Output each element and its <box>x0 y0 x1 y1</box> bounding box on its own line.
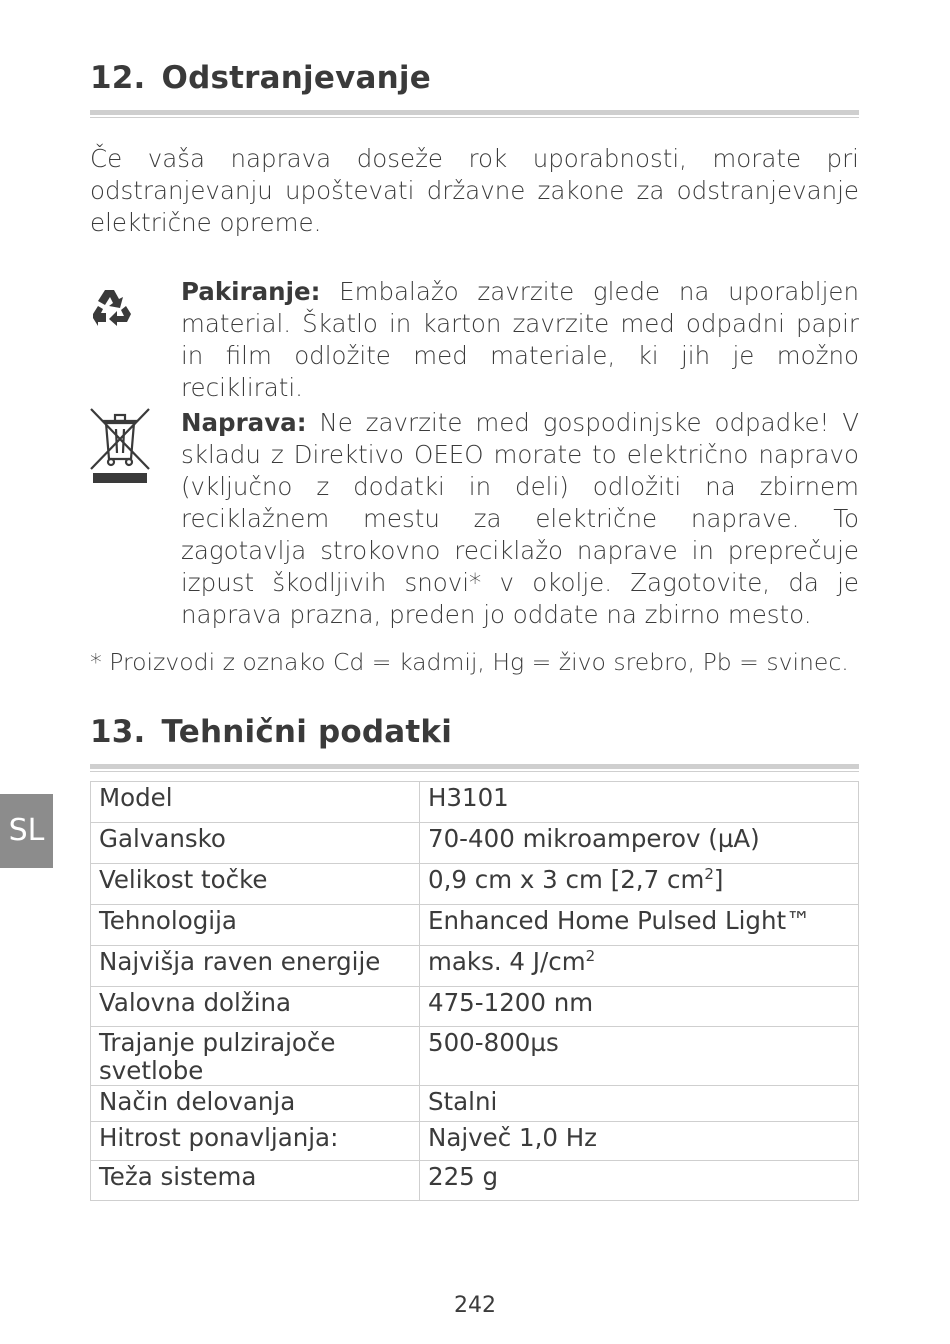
spec-value-cell <box>420 823 859 864</box>
spec-value: Največ 1,0 Hz <box>428 1123 598 1152</box>
table-row <box>91 1122 859 1161</box>
section-13-divider <box>90 764 859 772</box>
section-13-title: Tehnični podatki <box>161 714 453 750</box>
recycle-icon <box>88 284 136 332</box>
device-paragraph <box>181 407 859 631</box>
spec-value: Stalni <box>428 1087 498 1116</box>
spec-value-cell <box>420 1086 859 1122</box>
section-13-heading <box>90 714 452 750</box>
spec-value-superscript: 2 <box>585 946 596 965</box>
table-row <box>91 905 859 946</box>
spec-label-cell: Trajanje pulzirajoče svetlobe <box>91 1027 420 1086</box>
device-text: Ne zavrzite med gospodinjske odpadke! V skladu z Direktivo OEEO morate to električno napravo (vključno z dodatki in deli) odložiti na zbirnem reciklažnem mestu za električne naprave. To zagotavlja strokovno reciklažo naprave in preprečuje izpust škodljivih snovi* v okolje. Zagotovite, da je naprava prazna, preden jo oddate na zbirno mesto. <box>181 408 859 629</box>
packaging-text: Embalažo zavrzite glede na uporabljen material. Škatlo in karton zavrzite med odpadni papir in film odložite med materiale, ki jih je možno reciklirati. <box>181 277 859 402</box>
spec-label-cell: Hitrost ponavljanja: <box>91 1122 420 1161</box>
page-number: 242 <box>454 1293 496 1318</box>
section-12-title: Odstranjevanje <box>161 60 431 96</box>
crossed-bin-icon <box>89 407 151 485</box>
spec-label-cell: Tehnologija <box>91 905 420 946</box>
specifications-table <box>90 781 859 1201</box>
device-label: Naprava: <box>181 408 307 437</box>
spec-value-cell <box>420 864 859 905</box>
spec-value: 225 g <box>428 1162 499 1191</box>
spec-value-cell <box>420 1161 859 1201</box>
spec-label-cell: Velikost točke <box>91 864 420 905</box>
disposal-intro-paragraph: Če vaša naprava doseže rok uporabnosti, morate pri odstranjevanju upoštevati državne zakone za odstranjevanje električne opreme. <box>90 144 859 237</box>
table-row <box>91 987 859 1027</box>
spec-value-cell <box>420 987 859 1027</box>
spec-value: 475-1200 nm <box>428 988 594 1017</box>
table-row <box>91 1086 859 1122</box>
table-row <box>91 823 859 864</box>
spec-value: 0,9 cm x 3 cm [2,7 cm <box>428 865 705 894</box>
table-row <box>91 1161 859 1201</box>
section-12-heading <box>90 60 431 96</box>
table-row <box>91 782 859 823</box>
spec-value-cell <box>420 1122 859 1161</box>
section-12-divider <box>90 110 859 118</box>
spec-value: maks. 4 J/cm <box>428 947 586 976</box>
spec-value-suffix: ] <box>713 865 724 894</box>
spec-value: 70-400 mikroamperov (µA) <box>428 824 760 853</box>
packaging-paragraph <box>181 276 859 404</box>
spec-label-cell: Najvišja raven energije <box>91 946 420 987</box>
section-13-number: 13. <box>90 714 146 750</box>
spec-value: H3101 <box>428 783 509 812</box>
section-12-number: 12. <box>90 60 146 96</box>
spec-value-cell <box>420 782 859 823</box>
language-tab: SL <box>0 794 53 868</box>
spec-value-cell <box>420 1027 859 1086</box>
table-row <box>91 864 859 905</box>
footnote: * Proizvodi z oznako Cd = kadmij, Hg = živo srebro, Pb = svinec. <box>90 648 849 676</box>
spec-label-cell: Model <box>91 782 420 823</box>
spec-value-cell <box>420 946 859 987</box>
spec-label-cell: Valovna dolžina <box>91 987 420 1027</box>
spec-value: Enhanced Home Pulsed Light™ <box>428 906 811 935</box>
spec-label-cell: Teža sistema <box>91 1161 420 1201</box>
spec-label-cell: Galvansko <box>91 823 420 864</box>
table-row <box>91 946 859 987</box>
spec-label-cell: Način delovanja <box>91 1086 420 1122</box>
packaging-label: Pakiranje: <box>181 277 321 306</box>
table-row <box>91 1027 859 1086</box>
spec-value: 500-800µs <box>428 1028 559 1057</box>
spec-value-cell <box>420 905 859 946</box>
spec-value-superscript: 2 <box>704 864 714 883</box>
